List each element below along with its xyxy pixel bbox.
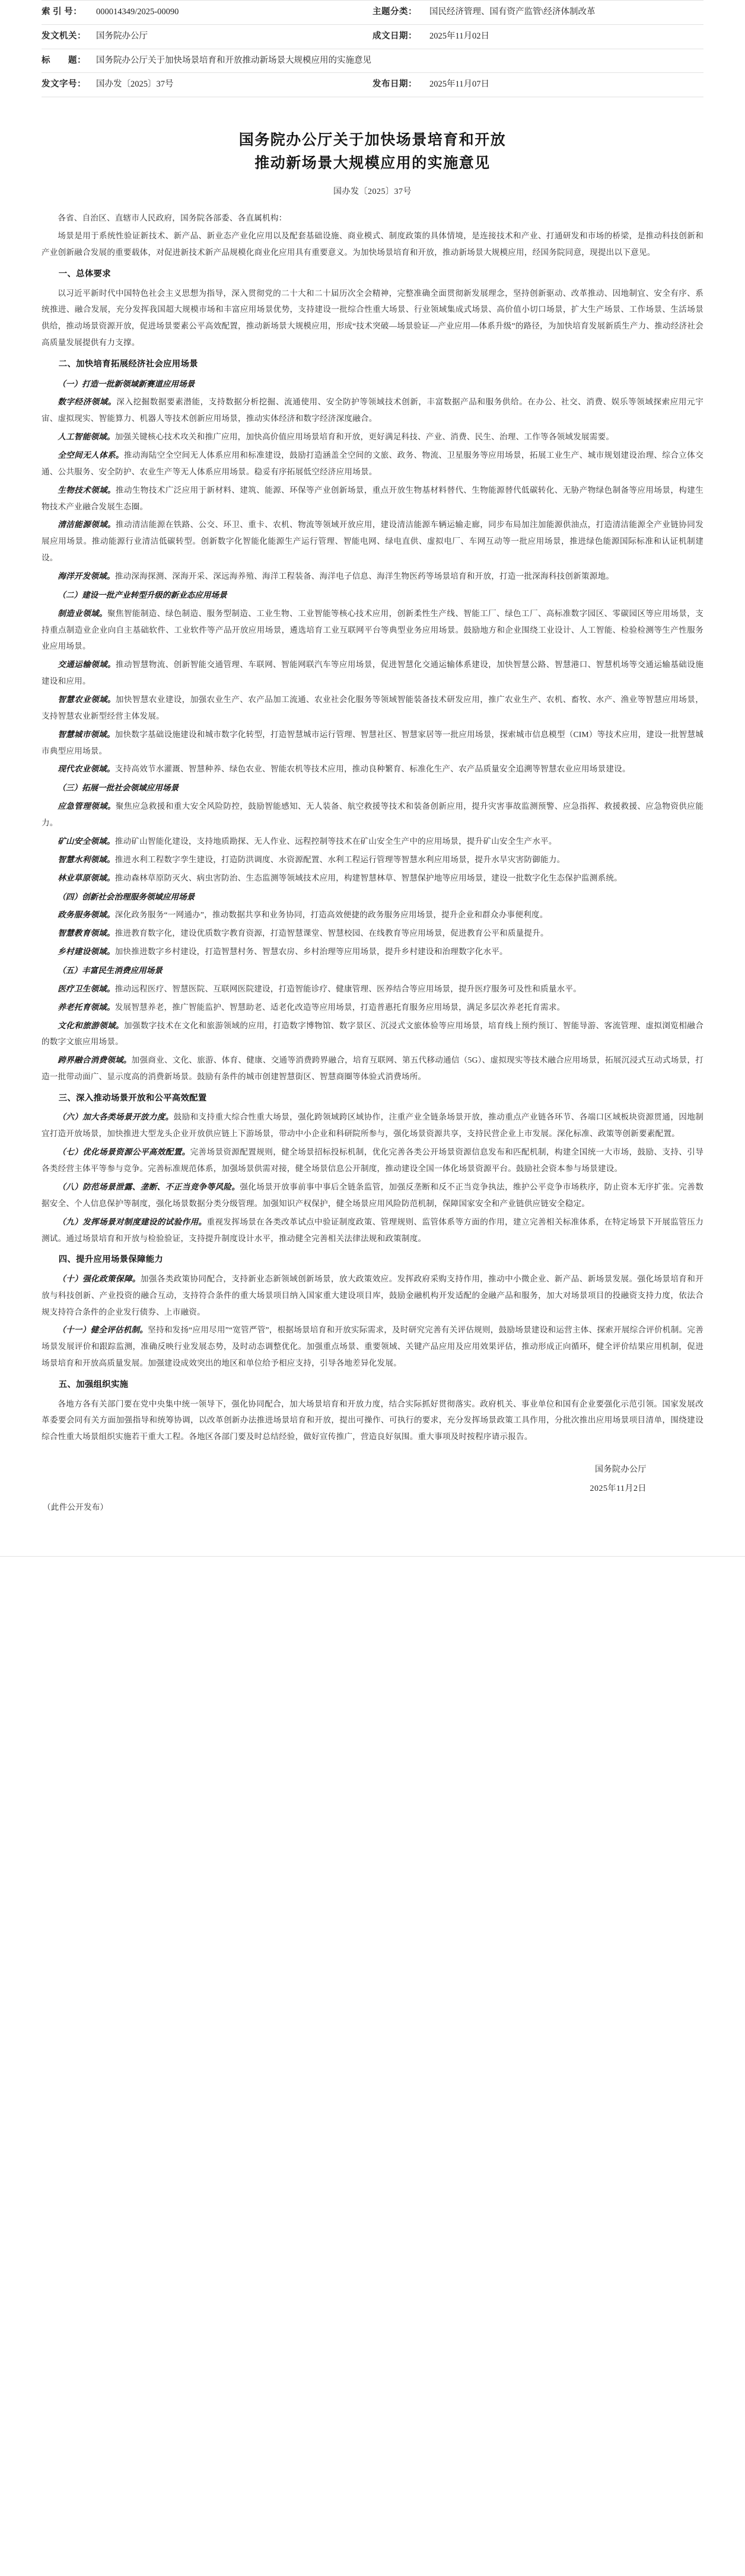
paragraph-text: 加强商业、文化、旅游、体育、健康、交通等消费跨界融合，培育互联网、第五代移动通信（5G）、虚拟现实等技术融合应用场景，拓展沉浸式互动式场景，打造一批带动面广、显示度高的消费新场景。鼓励有条件的城市创建智慧街区、智慧商圈等体验式消费场所。 [42,1056,703,1082]
body-paragraph [42,1214,703,1247]
paragraph-lead-label: （八）防范场景泄露、垄断、不正当竞争等风险。 [58,1182,240,1191]
subsection-heading: （五）丰富民生消费应用场景 [58,965,163,975]
body-paragraph [42,656,703,690]
paragraph-lead-label: 智慧城市领域。 [58,729,115,739]
section-heading: 三、深入推动场景开放和公平高效配置 [58,1093,207,1103]
signature-organization: 国务院办公厅 [595,1465,647,1475]
paragraph-text: 加快数字基础设施建设和城市数字化转型，打造智慧城市运行管理、智慧社区、智慧家居等一批应用场景，探索城市信息模型（CIM）等技术应用，建设一批智慧城市典型应用场景。 [42,729,703,755]
section-heading: 一、总体要求 [58,269,111,279]
paragraph-text: 加快智慧农业建设，加强农业生产、农产品加工流通、农业社会化服务等领域智能装备技术研发应用，推广农业生产、农机、畜牧、水产、渔业等智慧应用场景，支持智慧农业新型经营主体发展。 [42,695,703,720]
signature-block [42,1461,703,1499]
metadata-value-title: 国务院办公厅关于加快场景培育和开放推动新场景大规模应用的实施意见 [96,55,371,65]
body-paragraph [42,1018,703,1051]
metadata-row-issuer [42,24,703,49]
subsection-heading: （一）打造一批新领域新赛道应用场景 [58,379,195,388]
paragraph-lead-label: 养老托育领域。 [58,1002,115,1012]
paragraph-lead-label: （十）强化政策保障。 [58,1274,141,1283]
body-paragraph [42,798,703,831]
body-paragraph: 以习近平新时代中国特色社会主义思想为指导，深入贯彻党的二十大和二十届历次全会精神，完整准确全面贯彻新发展理念，坚持创新驱动、改革推动、因地制宜、安全有序、系统推进、融合发展，充分发挥我国超大规模市场和丰富应用场景优势，支持建设一批综合性重大场景、行业领域集成式场景、高价值小切口场景，扩大生产场景、工作场景、生活场景供给，推动场景资源开放，促进场景要素公平高效配置，推动新场景大规模应用，形成“技术突破—场景验证—产业应用—体系升级”的路径，为加快培育发展新质生产力、推动经济社会高质量发展提供有力支撑。 [42,288,703,347]
paragraph-lead-label: 林业草原领域。 [58,873,115,882]
page-title-line-1: 国务院办公厅关于加快场景培育和开放 [238,132,507,148]
paragraph-text: 加强数字技术在文化和旅游领域的应用，打造数字博物馆、数字景区、沉浸式文旅体验等应用场景，培育线上预约预订、智能导游、客流管理、虚拟浏览相融合的数字文旅应用场景。 [42,1021,703,1047]
paragraph-text: 深化政务服务“一网通办”，推动数据共享和业务协同，打造高效便捷的政务服务应用场景，提升企业和群众办事便利度。 [114,910,548,920]
paragraph-lead-label: 生物技术领域。 [58,485,116,495]
metadata-value-drafted-date: 2025年11月02日 [429,31,489,41]
paragraph-text: 推动森林草原防灭火、病虫害防治、生态监测等领域技术应用，构建智慧林草、智慧保护地等应用场景，建设一批数字化生态保护监测系统。 [114,873,622,882]
paragraph-lead-label: （九）发挥场景对制度建设的试验作用。 [58,1217,207,1226]
metadata-label-title: 标 题： [42,55,86,65]
paragraph-lead-label: 应急管理领域。 [58,802,116,811]
body-paragraph [42,999,703,1016]
paragraph-lead-label: （十一）健全评估机制。 [58,1325,148,1335]
metadata-label-topic: 主题分类： [372,7,417,17]
paragraph-lead-label: 矿山安全领域。 [58,836,115,846]
body-paragraph [42,691,703,725]
metadata-label-docnumber: 发文字号： [42,79,86,90]
body-paragraph [42,1271,703,1321]
metadata-label-drafted-date: 成文日期： [372,31,417,41]
body-paragraph [42,870,703,887]
body-paragraph [42,943,703,960]
paragraph-lead-label: （七）优化场景资源公平高效配置。 [58,1147,190,1157]
metadata-value-publish-date: 2025年11月07日 [429,79,489,90]
subsection-heading: （三）拓展一批社会领域应用场景 [58,783,179,793]
paragraph-text: 推进水利工程数字孪生建设，打造防洪调度、水资源配置、水利工程运行管理等智慧水利应用场景，提升水旱灾害防御能力。 [114,855,565,864]
paragraph-text: 推动生物技术广泛应用于新材料、建筑、能源、环保等产业创新场景，重点开放生物基材料替代、生物能源替代低碳转化、无胁产物绿色制备等应用场景，构建生物技术产业融合发展生态圈。 [42,485,703,511]
paragraph-lead-label: 清洁能源领域。 [58,520,116,530]
body-paragraph [42,1109,703,1142]
body-paragraph [42,568,703,585]
paragraph-lead-label: 现代农业领域。 [58,764,115,774]
section-heading: 五、加强组织实施 [58,1380,129,1390]
signature-date: 2025年11月2日 [590,1484,647,1494]
body-paragraph [42,1179,703,1212]
paragraph-text: 推动智慧物流、创新智能交通管理、车联网、智能网联汽车等应用场景，促进智慧化交通运输体系建设，加快智慧公路、智慧港口、智慧机场等交通运输基础设施建设和应用。 [42,660,703,686]
document-number: 国办发〔2025〕37号 [333,187,412,196]
metadata-row-docnumber [42,73,703,97]
paragraph-lead-label: 海洋开发领域。 [58,572,115,581]
metadata-value-index: 000014349/2025-00090 [96,7,179,17]
body-paragraph [42,726,703,760]
body-paragraph [42,833,703,850]
body-paragraph [42,907,703,923]
paragraph-lead-label: 跨界融合消费领域。 [58,1056,132,1065]
paragraph-text: 发展智慧养老，推广智能监护、智慧助老、适老化改造等应用场景，打造普惠托育服务应用场景，满足多层次养老托育需求。 [114,1002,565,1012]
paragraph-lead-label: 制造业领域。 [58,608,107,618]
metadata-row-index [42,1,703,25]
metadata-value-docnumber: 国办发〔2025〕37号 [96,79,174,90]
paragraph-text: 坚持和发扬“应用尽用”“宽管严管”，根据场景培育和开放实际需求，及时研究完善有关评估规则，鼓励场景建设和运营主体、探索开展综合评价机制。完善场景发展评价和跟踪监测，准确反映行业发展态势，及时动态调整优化。加强重点场景、重要领域、关键产品应用及应用效果评估，推动形成正向循环，健全评价结果应用机制，促进场景培育和开放高质量发展。加强建设成效突出的地区和单位给予相应支持，引导各地差异化发展。 [42,1325,703,1368]
paragraph-text: 重视发挥场景在各类改革试点中验证制度政策、管理规则、监管体系等方面的作用，建立完善相关标准体系，在特定场景下开展监管压力测试。通过场景培育和开放与检验验证，支持提升制度设计水平，推动健全完善相关法律法规和政策制度。 [42,1217,703,1243]
paragraph-lead-label: 智慧水利领域。 [58,855,115,864]
metadata-row-title [42,49,703,73]
paragraph-text: 支持高效节水灌溉、智慧种养、绿色农业、智能农机等技术应用，推动良种繁育、标准化生产、农产品质量安全追溯等智慧农业应用场景建设。 [114,764,631,774]
subsection-heading: （二）建设一批产业转型升级的新业态应用场景 [58,590,227,600]
metadata-label-issuer: 发文机关： [42,31,86,41]
section-heading: 二、加快培育拓展经济社会应用场景 [58,359,198,369]
sections-container [42,266,703,1445]
body-paragraph: 各地方各有关部门要在党中央集中统一领导下，强化协同配合，加大场景培育和开放力度，结合实际抓好贯彻落实。政府机关、事业单位和国有企业要强化示范引领。国家发展改革委要会同有关方面加强指导和统筹协调，以改革创新办法推进场景培育和开放，提出可操作、可执行的要求，充分发挥场景政策工具作用，分批次推出应用场景项目清单，围绕建设综合性重大场景组织实施若干重大工程。各地区各部门要及时总结经验，做好宣传推广，营造良好氛围。重大事项及时按程序请示报告。 [42,1399,703,1442]
closing-note: （此件公开发布） [43,1502,109,1512]
body-paragraph [42,1144,703,1177]
paragraph-lead-label: 数字经济领域。 [58,397,117,407]
body-paragraph [42,447,703,480]
paragraph-text: 推动矿山智能化建设，支持地质勘探、无人作业、远程控制等技术在矿山安全生产中的应用场景，提升矿山安全生产水平。 [114,836,557,846]
page-title [42,129,703,176]
document-metadata-panel [0,0,745,97]
metadata-value-issuer: 国务院办公厅 [96,31,148,41]
paragraph-text: 聚焦智能制造、绿色制造、服务型制造、工业生物、工业智能等核心技术应用，创新柔性生产线、智能工厂、绿色工厂、高标准数字园区、零碳园区等应用场景，支持重点制造业企业向自主基础软件、工业软件等产品开放应用场景，遴选培育工业互联网平台等典型业务应用场景。鼓励地方和企业围绕工业设计、人工智能、检验检测等生产性服务业应用场景。 [42,608,703,651]
paragraph-text: 推动海陆空全空间无人体系应用和标准建设，鼓励打造涵盖全空间的文旅、政务、物流、卫星服务等应用场景，拓展工业生产、城市规划建设治理、综合立体交通、公共服务、安全防护、农业生产等无人体系应用场景。稳妥有序拓展低空经济应用场景。 [42,451,703,476]
paragraph-lead-label: 人工智能领域。 [58,432,115,442]
paragraph-lead-label: 乡村建设领域。 [58,947,115,957]
paragraph-text: 加强关键核心技术攻关和推广应用，加快高价值应用场景培育和开放，更好满足科技、产业、消费、民生、治理、工作等各领域发展需要。 [114,432,615,442]
paragraph-text: 完善场景资源配置规则，健全场景招标投标机制，优化完善各类公开场景资源信息发布和匹配机制，构建全国统一大市场，鼓励、支持、引导各类经营主体平等参与竞争。完善标准规范体系，加强场景供需对接，健全场景信息公开制度，推动建设全国一体化场景资源平台。鼓励社会资本参与场景建设。 [42,1147,703,1174]
paragraph-lead-label: 医疗卫生领域。 [58,984,115,993]
document-body [42,97,703,1556]
body-paragraph [42,1052,703,1085]
paragraph-lead-label: 智慧农业领域。 [58,695,116,704]
paragraph-lead-label: 全空间无人体系。 [58,451,124,460]
body-paragraph [42,482,703,515]
paragraph-text: 鼓励和支持重大综合性重大场景，强化跨领域跨区域协作，注重产业全链条场景开放，推动重点产业链各环节、各端口区域板块资源贯通，因地制宜打造开放场景，加快推进大型龙头企业开放供应链上下游场景，带动中小企业和科研院所参与，强化场景资源共享，支持民营企业上市发展。深化标准、政策等创新要素配置。 [42,1112,703,1139]
body-paragraph [42,981,703,997]
body-paragraph [42,429,703,445]
salutation: 各省、自治区、直辖市人民政府，国务院各部委、各直属机构： [58,213,287,222]
paragraph-lead-label: 文化和旅游领域。 [58,1021,124,1030]
paragraph-text: 聚焦应急救援和重大安全风险防控，鼓励智能感知、无人装备、航空救援等技术和装备创新应用，提升灾害事故监测预警、应急指挥、救援救援、应急物资供应能力。 [42,802,703,828]
paragraph-text: 推动清洁能源在铁路、公交、环卫、重卡、农机、物流等领域开放应用，建设清洁能源车辆运输走廊，同步布局加注加能源供油点，打造清洁能源全产业链协同发展应用场景。推动能源行业清洁低碳转型。创新数字化智能化能源生产运行管理、智能电网、绿电直供、虚拟电厂、车网互动等一批应用场景，推进绿色能源国际标准和认证机制建设。 [42,520,703,563]
body-paragraph [42,925,703,942]
bottom-spacer [42,1517,703,1550]
metadata-table [42,0,703,97]
body-paragraph [42,852,703,868]
paragraph-text: 加强各类政策协同配合，支持新业态新领域创新场景，放大政策效应。发挥政府采购支持作用，推动中小微企业、新产品、新场景发展。强化场景培育和开放与科技创新、产业投资的融合互动，支持符合条件的重大场景项目纳入国家重大建设项目库，鼓励金融机构开发适配的金融产品和服务，加大对场景项目的投融资支持力度，依法合规支持符合条件的企业发行债券、上市融资。 [42,1274,703,1316]
paragraph-text: 加快推进数字乡村建设，打造智慧村务、智慧农房、乡村治理等应用场景，提升乡村建设和治理数字化水平。 [114,947,508,957]
section-heading: 四、提升应用场景保障能力 [58,1255,164,1265]
page-title-line-2: 推动新场景大规模应用的实施意见 [254,155,491,171]
body-paragraph [42,394,703,427]
paragraph-text: 深入挖掘数据要素潜能，支持数据分析挖掘、流通使用、安全防护等领域技术创新，丰富数据产品和服务供给。在办公、社交、消费、娱乐等领域探索应用元宇宙、虚拟现实、智能算力、机器人等技术创新应用场景，推动实体经济和数字经济深度融合。 [42,397,703,423]
paragraph-text: 推进教育数字化，建设优质数字教育资源，打造智慧课堂、智慧校园、在线教育等应用场景，促进教育公平和质量提升。 [114,929,549,938]
subsection-heading: （四）创新社会治理服务领域应用场景 [58,892,195,901]
body-paragraph [42,605,703,655]
body-paragraph [42,761,703,777]
preamble-paragraph: 场景是用于系统性验证新技术、新产品、新业态产业化应用以及配套基础设施、商业模式、制度政策的具体情境，是连接技术和产业、打通研发和市场的桥梁，是推动科技创新和产业创新融合发展的重要载体，对促进新技术新产品规模化商业化应用具有重要意义。为加快场景培育和开放，推动新场景大规模应用，经国务院同意，现提出以下意见。 [42,231,703,257]
metadata-label-index: 索 引 号： [42,7,82,17]
body-paragraph [42,1322,703,1372]
paragraph-text: 强化场景开放事前事中事后全链条监管，加强反垄断和反不正当竞争执法，维护公平竞争市场秩序，防止资本无序扩张。完善数据安全、个人信息保护等制度，强化场景数据分类分级管理。加强知识产权保护，健全场景应用风险防范机制，保障国家安全和产业链供应链安全稳定。 [42,1182,703,1208]
paragraph-text: 推动深海探测、深海开采、深远海养殖、海洋工程装备、海洋电子信息、海洋生物医药等场景培育和开放，打造一批深海科技创新策源地。 [114,572,615,581]
metadata-value-topic: 国民经济管理、国有资产监管\经济体制改革 [429,7,596,17]
metadata-label-publish-date: 发布日期： [372,79,417,90]
paragraph-lead-label: 政务服务领域。 [58,910,115,920]
paragraph-lead-label: （六）加大各类场景开放力度。 [58,1112,174,1122]
bottom-divider [0,1556,745,1557]
paragraph-lead-label: 交通运输领域。 [58,660,116,669]
paragraph-text: 推动远程医疗、智慧医院、互联网医院建设，打造智能诊疗、健康管理、医养结合等应用场景，提升医疗服务可及性和质量水平。 [114,984,581,993]
body-paragraph [42,517,703,566]
paragraph-lead-label: 智慧教育领域。 [58,929,115,938]
